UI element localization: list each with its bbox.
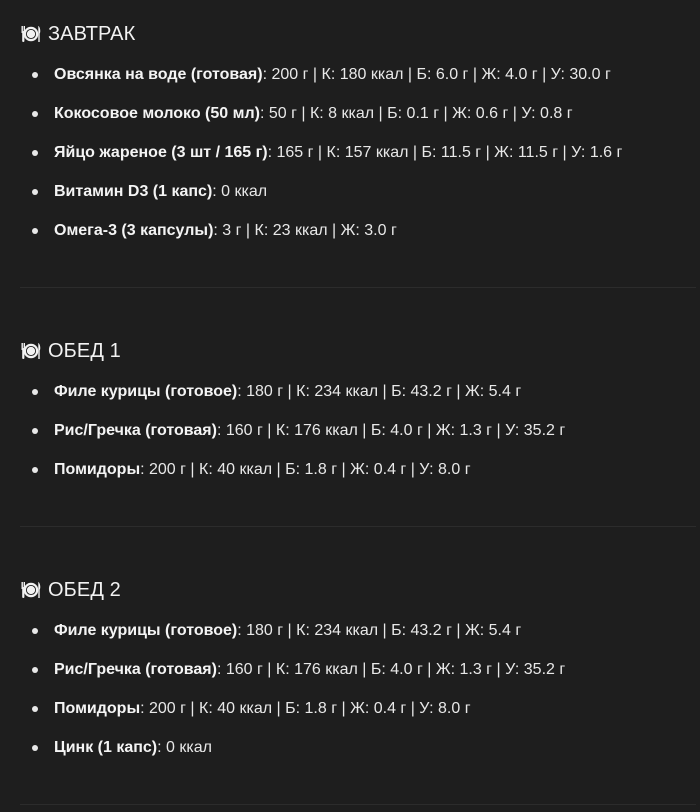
list-item [20, 657, 696, 696]
list-item [20, 379, 696, 418]
item-name: Овсянка на воде (готовая) [54, 66, 263, 83]
list-item [20, 696, 696, 735]
item-details: : 50 г | К: 8 ккал | Б: 0.1 г | Ж: 0.6 г | У: 0.8 г [259, 105, 573, 122]
item-details: : 160 г | К: 176 ккал | Б: 4.0 г | Ж: 1.3 г | У: 35.2 г [216, 422, 566, 439]
item-name: Яйцо жареное (3 шт / 165 г) [54, 144, 268, 161]
bullet-icon [32, 706, 38, 712]
item-name: Помидоры [54, 700, 141, 717]
list-item [20, 418, 696, 457]
item-name: Рис/Гречка (готовая) [54, 422, 217, 439]
item-name: Кокосовое молоко (50 мл) [54, 105, 260, 122]
meal-title-text: ОБЕД 2 [48, 578, 121, 601]
bullet-icon [32, 667, 38, 673]
meal-title-text: ЗАВТРАК [48, 22, 136, 45]
item-details: : 200 г | К: 40 ккал | Б: 1.8 г | Ж: 0.4 г | У: 8.0 г [140, 461, 471, 478]
meal-section-breakfast [20, 20, 696, 239]
meal-item-list [20, 379, 696, 496]
plate-cutlery-icon [20, 23, 42, 45]
item-details: : 180 г | К: 234 ккал | Б: 43.2 г | Ж: 5.4 г [237, 383, 522, 400]
item-name: Филе курицы (готовое) [54, 383, 238, 400]
item-name: Помидоры [54, 461, 141, 478]
meal-section-lunch-2 [20, 576, 696, 756]
list-item [20, 101, 696, 140]
bullet-icon [32, 745, 38, 751]
bullet-icon [32, 111, 38, 117]
item-details: : 0 ккал [212, 183, 268, 200]
list-item [20, 62, 696, 101]
item-details: : 0 ккал [157, 739, 212, 756]
item-details: : 3 г | К: 23 ккал | Ж: 3.0 г [213, 222, 397, 239]
bullet-icon [32, 72, 38, 78]
list-item [20, 735, 696, 774]
section-divider [20, 526, 696, 527]
meal-section-lunch-1 [20, 337, 696, 478]
item-details: : 180 г | К: 234 ккал | Б: 43.2 г | Ж: 5.4 г [237, 622, 522, 639]
meal-item-list [20, 618, 696, 774]
meal-item-list [20, 62, 696, 257]
meal-title-text: ОБЕД 1 [48, 339, 121, 362]
item-name: Витамин D3 (1 капс) [54, 183, 213, 200]
item-name: Филе курицы (готовое) [54, 622, 238, 639]
meal-title [20, 337, 696, 365]
section-divider [20, 804, 696, 805]
plate-cutlery-icon [20, 340, 42, 362]
meal-title [20, 576, 696, 604]
bullet-icon [32, 389, 38, 395]
list-item [20, 618, 696, 657]
item-name: Рис/Гречка (готовая) [54, 661, 217, 678]
item-details: : 165 г | К: 157 ккал | Б: 11.5 г | Ж: 11.5 г | У: 1.6 г [267, 144, 623, 161]
list-item [20, 140, 696, 179]
section-divider [20, 287, 696, 288]
item-details: : 160 г | К: 176 ккал | Б: 4.0 г | Ж: 1.3 г | У: 35.2 г [216, 661, 566, 678]
bullet-icon [32, 228, 38, 234]
meal-title [20, 20, 696, 48]
bullet-icon [32, 467, 38, 473]
item-details: : 200 г | К: 180 ккал | Б: 6.0 г | Ж: 4.0 г | У: 30.0 г [262, 66, 611, 83]
bullet-icon [32, 428, 38, 434]
bullet-icon [32, 150, 38, 156]
bullet-icon [32, 189, 38, 195]
bullet-icon [32, 628, 38, 634]
plate-cutlery-icon [20, 579, 42, 601]
list-item [20, 218, 696, 257]
list-item [20, 179, 696, 218]
item-details: : 200 г | К: 40 ккал | Б: 1.8 г | Ж: 0.4 г | У: 8.0 г [140, 700, 471, 717]
item-name: Цинк (1 капс) [54, 739, 158, 756]
item-name: Омега-3 (3 капсулы) [54, 222, 214, 239]
list-item [20, 457, 696, 496]
